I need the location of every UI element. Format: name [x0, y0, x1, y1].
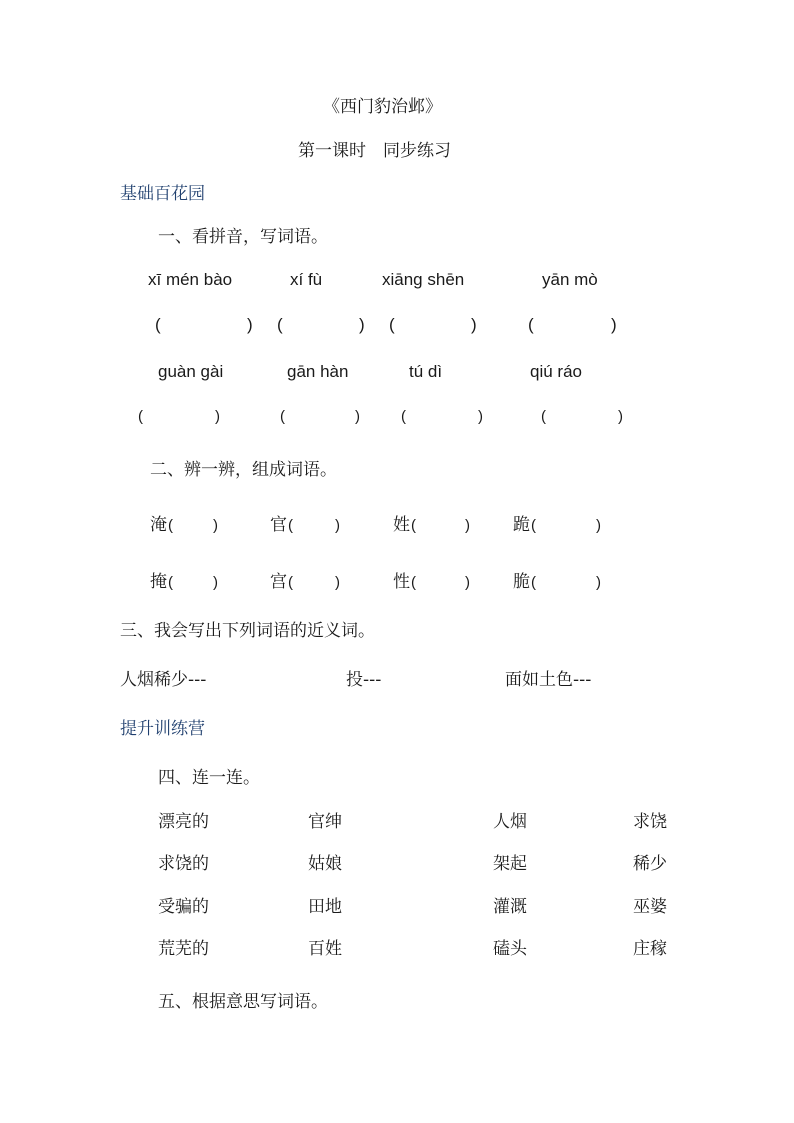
answer-blank-open[interactable]: (: [138, 408, 143, 425]
answer-blank-open[interactable]: (: [288, 517, 293, 534]
match-item[interactable]: 稀少: [633, 854, 667, 874]
pinyin-6: gān hàn: [287, 362, 349, 381]
answer-blank-close: ): [335, 574, 340, 591]
section-heading-basic: 基础百花园: [120, 184, 205, 204]
synonym-item: 面如土色---: [505, 670, 592, 690]
answer-blank-open[interactable]: (: [168, 517, 173, 534]
synonym-item: 人烟稀少---: [120, 670, 207, 690]
answer-blank-close: ): [465, 517, 470, 534]
pinyin-3: xiāng shēn: [382, 270, 465, 289]
match-item[interactable]: 架起: [493, 854, 527, 874]
char-item: 脆: [513, 572, 530, 592]
pinyin-7: tú dì: [409, 362, 443, 381]
answer-blank-open[interactable]: (: [541, 408, 546, 425]
match-item[interactable]: 巫婆: [633, 897, 667, 917]
match-item[interactable]: 官绅: [308, 812, 342, 832]
match-item[interactable]: 受骗的: [158, 897, 209, 917]
match-item[interactable]: 磕头: [493, 939, 527, 959]
match-item[interactable]: 求饶: [633, 812, 667, 832]
char-item: 掩: [150, 572, 167, 592]
pinyin-4: yān mò: [542, 270, 598, 289]
page-title: 《西门豹治邺》: [323, 97, 442, 117]
answer-blank-open[interactable]: (: [411, 517, 416, 534]
match-item[interactable]: 漂亮的: [158, 812, 209, 832]
answer-blank-close: ): [215, 408, 220, 425]
answer-blank-close: ): [213, 574, 218, 591]
char-item: 淹: [150, 515, 167, 535]
match-item[interactable]: 庄稼: [633, 939, 667, 959]
pinyin-1: xī mén bào: [148, 270, 233, 289]
match-item[interactable]: 荒芜的: [158, 939, 209, 959]
section-heading-advanced: 提升训练营: [120, 719, 205, 739]
answer-blank-open[interactable]: (: [411, 574, 416, 591]
answer-blank-close: ): [478, 408, 483, 425]
char-item: 宫: [270, 572, 287, 592]
match-item[interactable]: 田地: [308, 897, 342, 917]
pinyin-5: guàn gài: [158, 362, 224, 381]
answer-blank-open[interactable]: (: [280, 408, 285, 425]
char-item: 官: [270, 515, 287, 535]
answer-blank-close: ): [465, 574, 470, 591]
match-item[interactable]: 姑娘: [308, 854, 342, 874]
question-3-heading: 三、我会写出下列词语的近义词。: [120, 621, 375, 641]
synonym-item: 投---: [346, 670, 382, 690]
answer-blank-open[interactable]: (: [531, 574, 536, 591]
char-item: 姓: [393, 515, 410, 535]
match-item[interactable]: 百姓: [308, 939, 342, 959]
answer-blank-close: ): [355, 408, 360, 425]
question-5-heading: 五、根据意思写词语。: [158, 992, 328, 1012]
question-1-heading: 一、看拼音，写词语。: [158, 227, 328, 247]
answer-blank-close: ): [359, 315, 365, 334]
match-item[interactable]: 求饶的: [158, 854, 209, 874]
answer-blank-open[interactable]: (: [401, 408, 406, 425]
answer-blank-open[interactable]: (: [288, 574, 293, 591]
pinyin-2: xí fù: [290, 270, 323, 289]
answer-blank-close: ): [335, 517, 340, 534]
answer-blank-open[interactable]: (: [155, 315, 161, 334]
answer-blank-close: ): [247, 315, 253, 334]
question-2-heading: 二、辨一辨，组成词语。: [150, 460, 337, 480]
answer-blank-close: ): [611, 315, 617, 334]
answer-blank-open[interactable]: (: [277, 315, 283, 334]
answer-blank-open[interactable]: (: [389, 315, 395, 334]
answer-blank-open[interactable]: (: [528, 315, 534, 334]
answer-blank-close: ): [596, 517, 601, 534]
match-item[interactable]: 灌溉: [493, 897, 527, 917]
match-item[interactable]: 人烟: [493, 812, 527, 832]
answer-blank-close: ): [471, 315, 477, 334]
pinyin-8: qiú ráo: [530, 362, 582, 381]
answer-blank-open[interactable]: (: [168, 574, 173, 591]
char-item: 性: [393, 572, 410, 592]
answer-blank-close: ): [618, 408, 623, 425]
question-4-heading: 四、连一连。: [158, 768, 260, 788]
page-subtitle: 第一课时 同步练习: [298, 141, 451, 161]
answer-blank-close: ): [213, 517, 218, 534]
char-item: 跪: [513, 515, 530, 535]
answer-blank-close: ): [596, 574, 601, 591]
answer-blank-open[interactable]: (: [531, 517, 536, 534]
